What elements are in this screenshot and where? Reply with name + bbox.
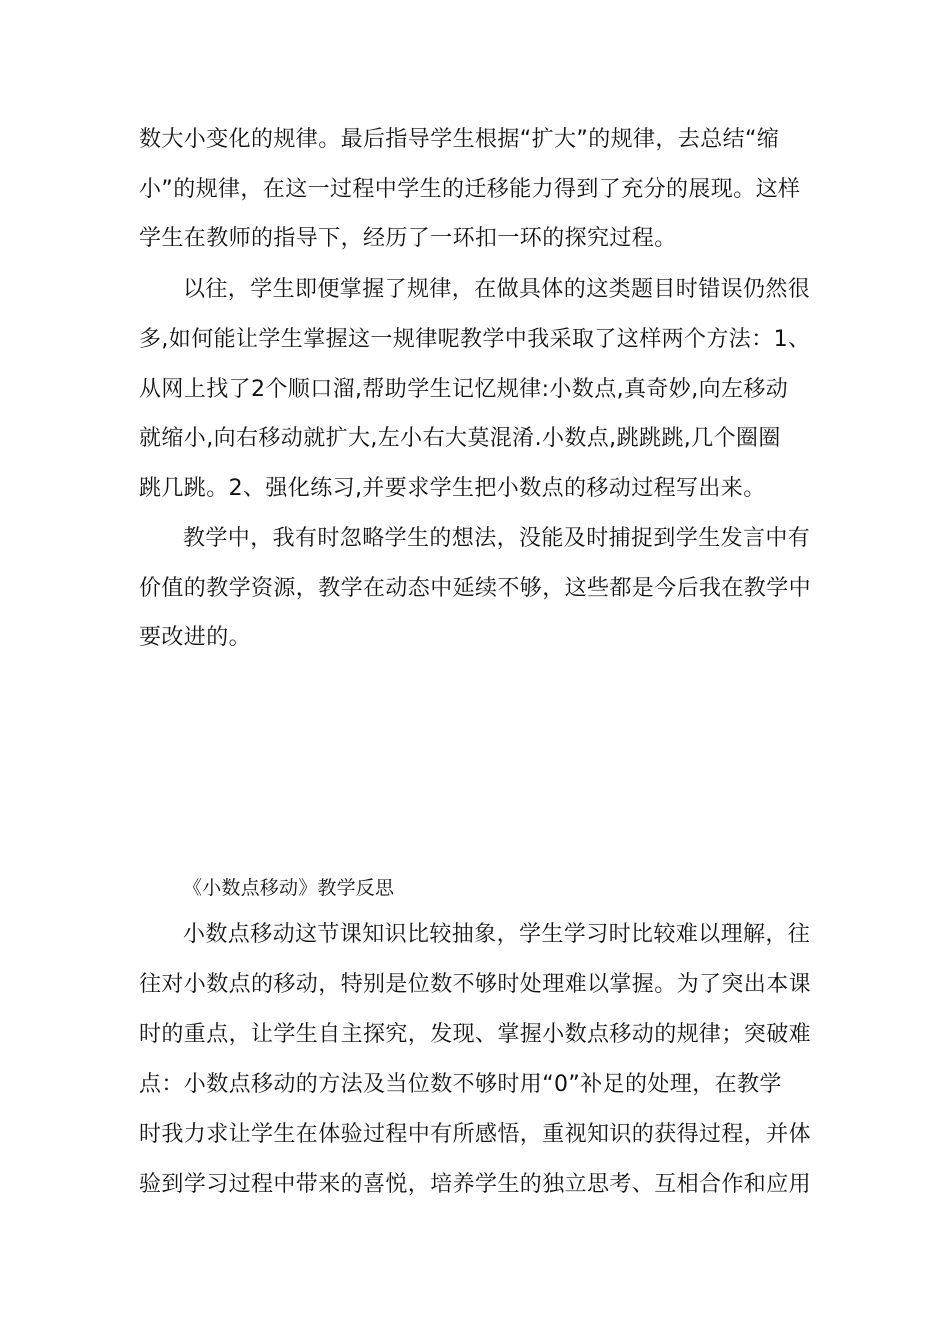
paragraph-line: 验到学习过程中带来的喜悦，培养学生的独立思考、互相合作和应用 <box>139 1172 812 1197</box>
paragraph-line: 点：小数点移动的方法及当位数不够时用“0”补足的处理，在教学 <box>139 1072 782 1097</box>
paragraph-line: 跳几跳。2、强化练习,并要求学生把小数点的移动过程写出来。 <box>139 476 766 501</box>
paragraph-line: 数大小变化的规律。最后指导学生根据“扩大”的规律，去总结“缩 <box>139 127 780 152</box>
paragraph-line: 小数点移动这节课知识比较抽象，学生学习时比较难以理解，往 <box>183 922 811 947</box>
paragraph-line: 时我力求让学生在体验过程中有所感悟，重视知识的获得过程，并体 <box>139 1122 812 1147</box>
paragraph-line: 多,如何能让学生掌握这一规律呢教学中我采取了这样两个方法：1、 <box>139 327 811 352</box>
paragraph-line: 往对小数点的移动，特别是位数不够时处理难以掌握。为了突出本课 <box>139 972 812 997</box>
paragraph-line: 从网上找了2个顺口溜,帮助学生记忆规律:小数点,真奇妙,向左移动 <box>139 377 789 402</box>
article-title: 《小数点移动》教学反思 <box>183 877 395 899</box>
paragraph-line: 时的重点，让学生自主探究，发现、掌握小数点移动的规律；突破难 <box>139 1022 812 1047</box>
paragraph-line: 就缩小,向右移动就扩大,左小右大莫混淆.小数点,跳跳跳,几个圈圈 <box>139 426 781 451</box>
paragraph-line: 教学中，我有时忽略学生的想法，没能及时捕捉到学生发言中有 <box>183 526 811 551</box>
paragraph-line: 小”的规律，在这一过程中学生的迁移能力得到了充分的展现。这样 <box>139 177 801 202</box>
paragraph-line: 要改进的。 <box>139 625 252 650</box>
paragraph-line: 价值的教学资源，教学在动态中延续不够，这些都是今后我在教学中 <box>139 576 812 601</box>
paragraph-line: 学生在教师的指导下，经历了一环扣一环的探究过程。 <box>139 226 677 251</box>
paragraph-line: 以往，学生即便掌握了规律，在做具体的这类题目时错误仍然很 <box>183 277 811 302</box>
